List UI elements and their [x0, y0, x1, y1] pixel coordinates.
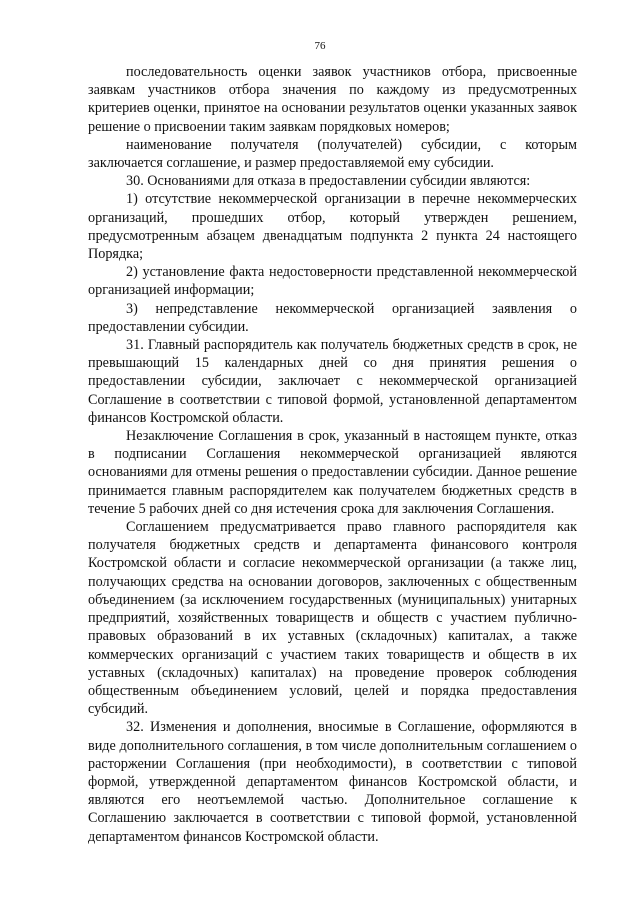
paragraph-32-amendments: 32. Изменения и дополнения, вносимые в Соглашение, оформляются в виде дополнительного соглашения, в том числе дополнительным соглашением о расторжении Соглашения (при необходимости), в соответствии с типовой формой, утвержденной департаментом финансов Костромской области, и являются его неотъемлемой частью. Дополнительное соглашение к Соглашению заключается в соответствии с типовой формой, установленной департаментом финансов Костромской области. [88, 719, 577, 845]
paragraph-30-item-2: 2) установление факта недостоверности представленной некоммерческой организацией информации; [88, 264, 577, 299]
page-number: 76 [314, 40, 326, 52]
paragraph-recipient-name: наименование получателя (получателей) субсидии, с которым заключается соглашение, и размер предоставляемой ему субсидии. [88, 136, 577, 172]
paragraph-31-non-conclusion: Незаключение Соглашения в срок, указанный в настоящем пункте, отказ в подписании Соглашения некоммерческой организацией являются основаниями для отмены решения о предоставлении субсидии. Данное решение принимается главным распорядителем как получателем бюджетных средств в течение 5 рабочих дней со дня истечения срока для заключения Соглашения. [88, 428, 577, 517]
paragraph-30-refusal-grounds: 30. Основаниями для отказа в предоставлении субсидии являются: [126, 173, 531, 190]
paragraph-evaluation-sequence: последовательность оценки заявок участников отбора, присвоенные заявкам участников отбора значения по каждому из предусмотренных критериев оценки, принятое на основании результатов оценки указанных заявок решение о присвоении таким заявкам порядковых номеров; [88, 64, 577, 135]
paragraph-31-inspections: Соглашением предусматривается право главного распорядителя как получателя бюджетных средств и департамента финансового контроля Костромской области и согласие некоммерческой организации (а также лиц, получающих средства на основании договоров, заключенных с общественным объединением (за исключением государственных (муниципальных) унитарных предприятий, хозяйственных товариществ и обществ с участием публично-правовых образований в их уставных (складочных) капиталах, а также коммерческих организаций с участием таких товариществ и обществ в их уставных (складочных) капиталах) на проведение проверок соблюдения общественным объединением условий, целей и порядка предоставления субсидий. [88, 519, 577, 718]
paragraph-31-agreement: 31. Главный распорядитель как получатель бюджетных средств в срок, не превышающий 15 календарных дней со дня принятия решения о предоставлении субсидии, заключает с некоммерческой организацией Соглашение в соответствии с типовой формой, установленной департаментом финансов Костромской области. [88, 337, 577, 426]
document-body [88, 63, 577, 846]
paragraph-30-item-3: 3) непредставление некоммерческой организацией заявления о предоставлении субсидии. [88, 300, 577, 335]
paragraph-30-item-1: 1) отсутствие некоммерческой организации в перечне некоммерческих организаций, прошедших отбор, который утвержден решением, предусмотренным абзацем двенадцатым подпункта 2 пункта 24 настоящего Порядка; [88, 191, 577, 263]
